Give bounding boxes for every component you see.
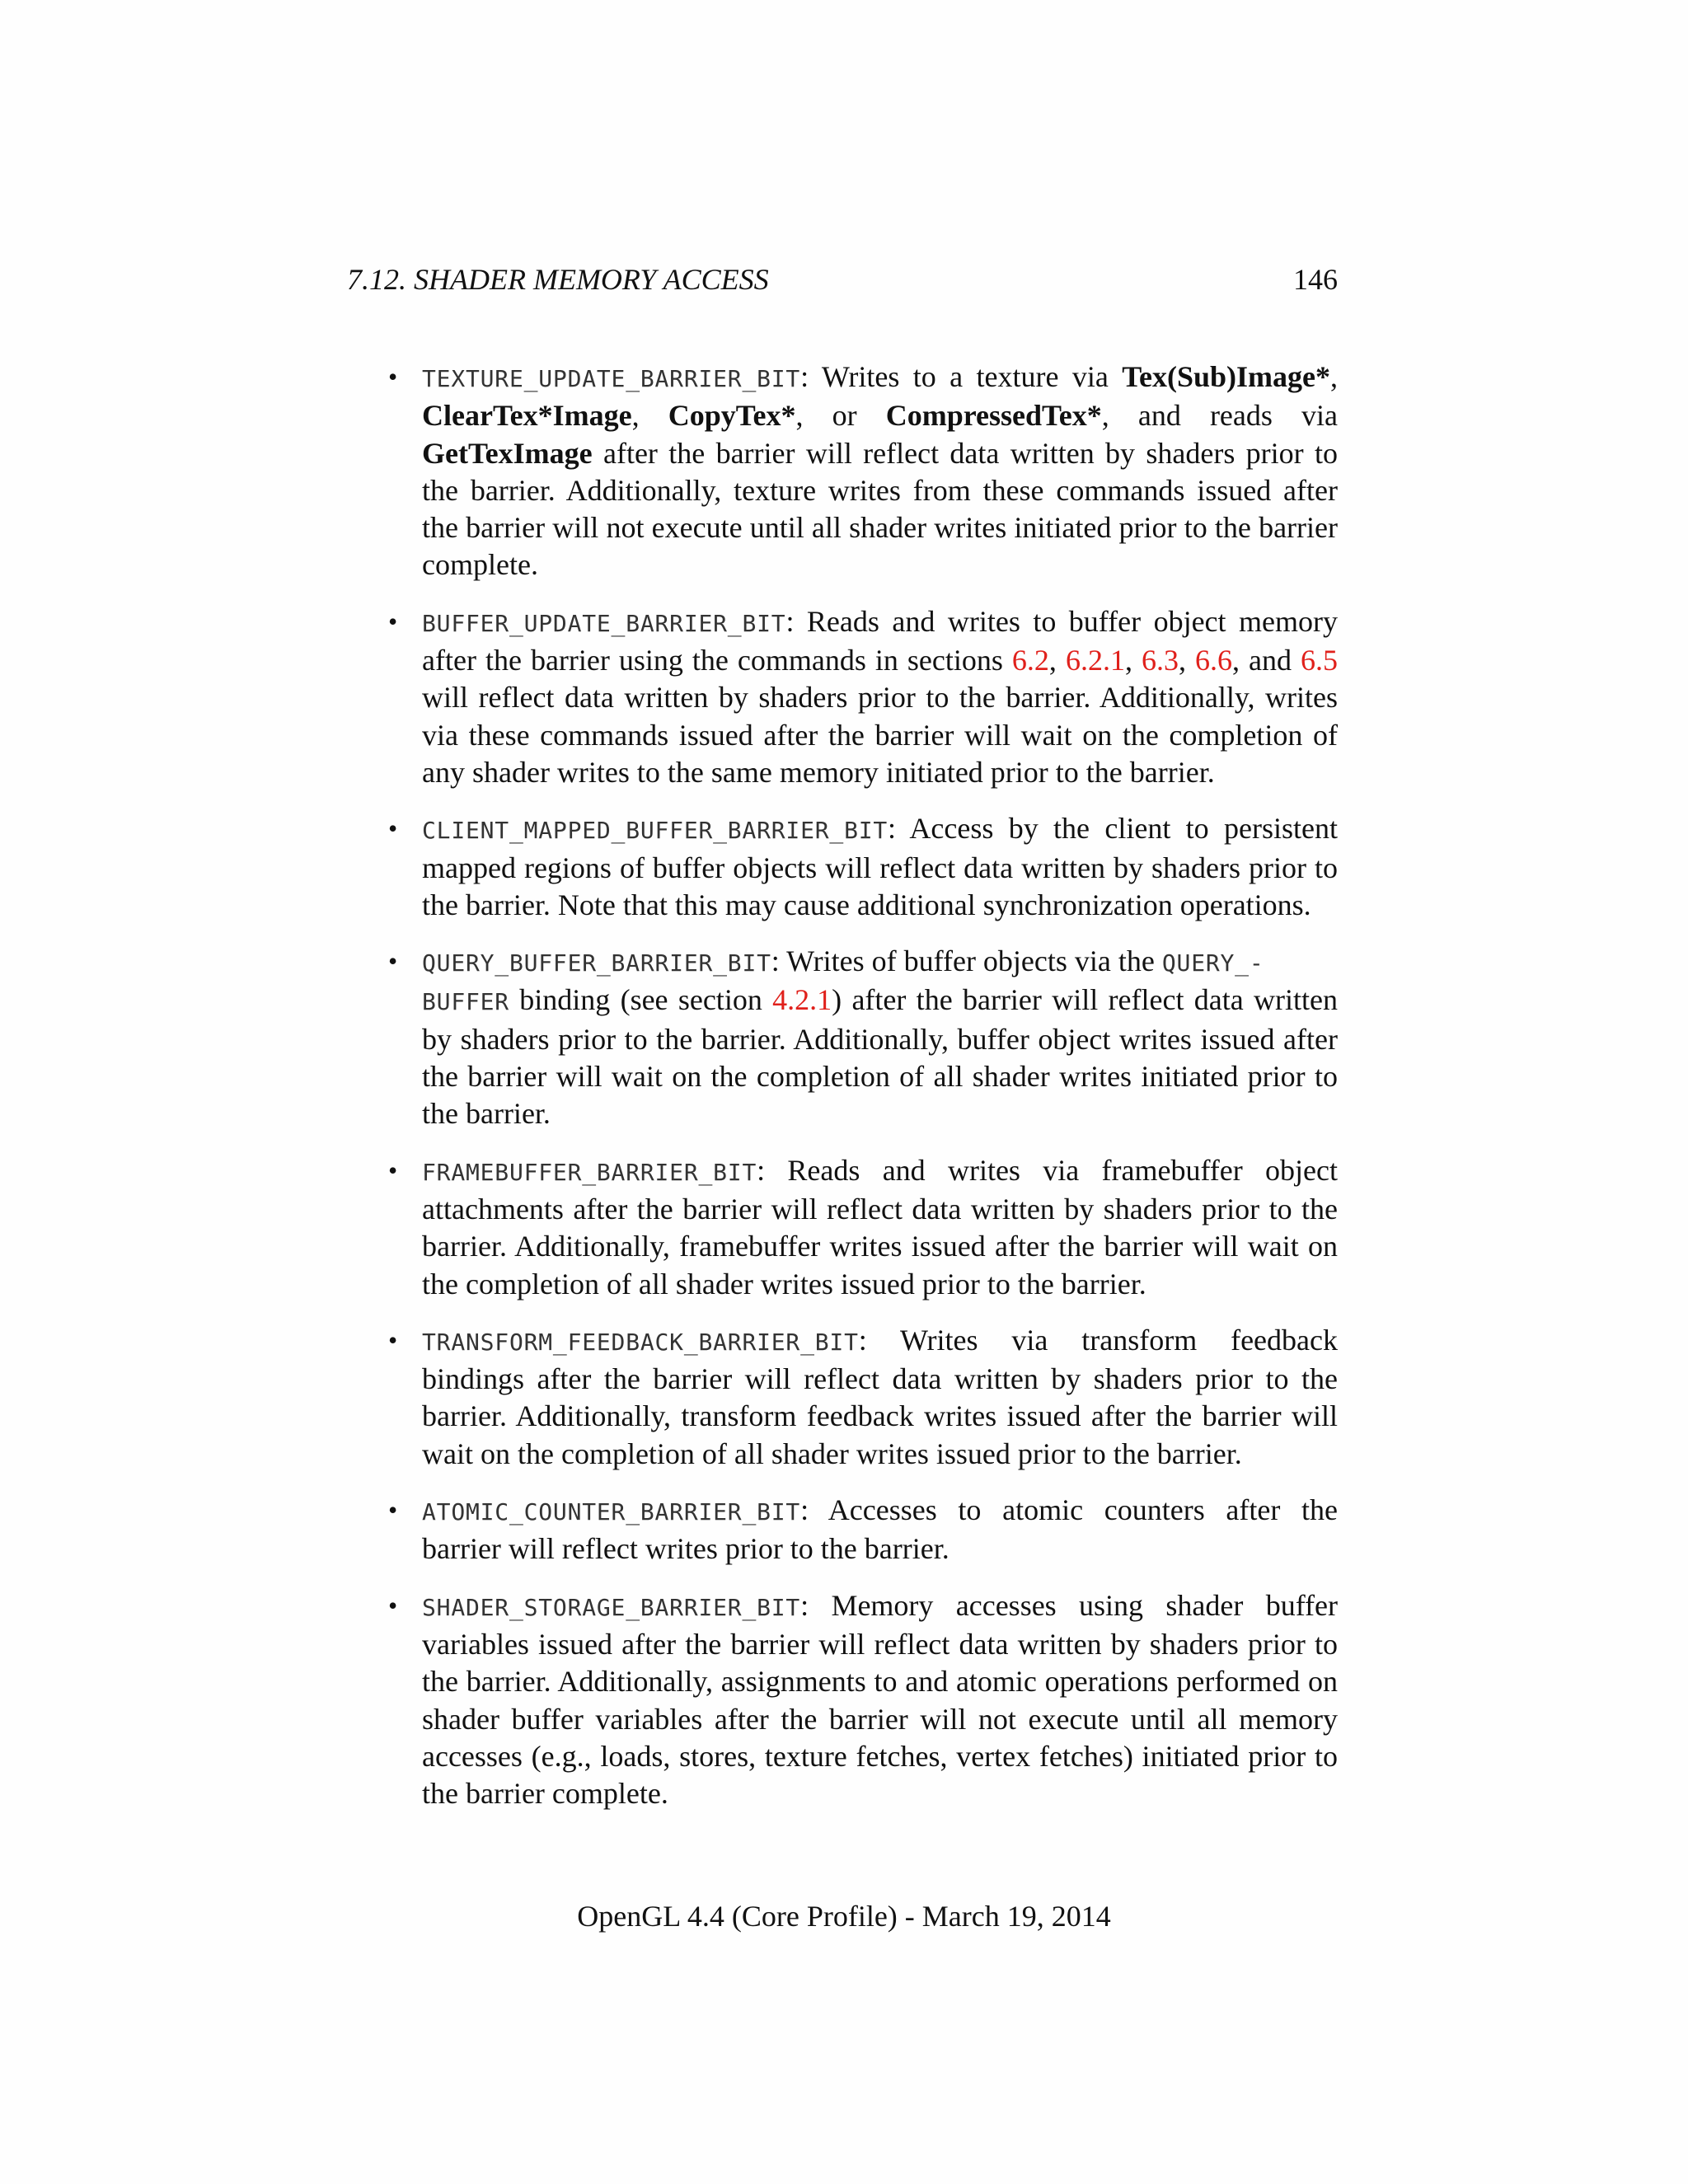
list-item-framebuffer [388, 1152, 1338, 1303]
item-text: , [631, 399, 668, 433]
page-footer: OpenGL 4.4 (Core Profile) - March 19, 2014 [577, 1900, 1111, 1933]
list-item-transform-feedback [388, 1322, 1338, 1473]
list-item-texture-update [388, 359, 1338, 584]
list-item-client-mapped-buffer [388, 810, 1338, 924]
constant-name: TRANSFORM_FEEDBACK_BARRIER_BIT [422, 1328, 859, 1356]
item-text: will reflect data written by shaders prior to the barrier. Additionally, writes via these commands issued after the barrier will wait on the completion of any shader writes to the same memory initiated prior to the barrier. [422, 681, 1338, 789]
item-text: : Writes to a texture via [800, 360, 1123, 393]
item-text: : Reads and writes to buffer object memory after the barrier using the commands in sections [422, 604, 1338, 677]
item-text: binding (see section [509, 983, 773, 1017]
section-link-6-2[interactable]: 6.2 [1011, 644, 1049, 677]
command-name: Tex(Sub)Image* [1122, 360, 1330, 393]
constant-name: BUFFER [422, 988, 509, 1016]
item-text: , or [795, 399, 886, 433]
constant-name: QUERY_- [1161, 949, 1264, 977]
bullet: • [388, 1155, 398, 1185]
section-link-6-6[interactable]: 6.6 [1195, 644, 1233, 677]
constant-name: FRAMEBUFFER_BARRIER_BIT [422, 1158, 757, 1186]
constant-name: CLIENT_MAPPED_BUFFER_BARRIER_BIT [422, 817, 889, 845]
constant-name: QUERY_BUFFER_BARRIER_BIT [422, 949, 771, 977]
item-text: : Memory accesses using shader buffer variables issued after the barrier will reflect data written by shaders prior to the barrier. Additionally, assignments to and atomic operations performed on shader buffer variables after the barrier will not execute until all memory accesses (e.g., loads, stores, texture fetches, vertex fetches) initiated prior to the barrier complete. [422, 1588, 1338, 1811]
item-text: : Writes via transform feedback bindings after the barrier will reflect data written by shaders prior to the barrier. Additionally, transform feedback writes issued after the barrier will wait on the completion of all shader writes issued prior to the barrier. [422, 1323, 1338, 1470]
list-item-shader-storage [388, 1587, 1338, 1813]
command-name: ClearTex*Image [422, 399, 632, 433]
page-number: 146 [1293, 263, 1338, 296]
bullet: • [388, 946, 398, 977]
constant-name: SHADER_STORAGE_BARRIER_BIT [422, 1593, 801, 1621]
bullet: • [388, 1324, 398, 1355]
item-text: : Accesses to atomic counters after the barrier will reflect writes prior to the barrier. [422, 1493, 1338, 1566]
command-name: GetTexImage [422, 436, 593, 470]
command-name: CopyTex* [668, 399, 796, 433]
bullet: • [388, 1495, 398, 1526]
command-name: CompressedTex* [885, 399, 1102, 433]
barrier-bit-list [388, 359, 1338, 1812]
bullet: • [388, 362, 398, 391]
item-text: , [1330, 360, 1338, 393]
item-text: : Writes of buffer objects via the [771, 944, 1162, 978]
item-text: : Access by the client to persistent mapped regions of buffer objects will reflect data written by shaders prior to the barrier. Note that this may cause additional synchronization operations. [422, 812, 1338, 921]
item-text: , [1124, 644, 1142, 677]
item-text: , [1048, 644, 1066, 677]
bullet: • [388, 606, 398, 636]
section-link-6-5[interactable]: 6.5 [1301, 644, 1339, 677]
constant-name: BUFFER_UPDATE_BARRIER_BIT [422, 609, 786, 637]
item-text: , and reads via [1101, 399, 1338, 433]
constant-name: TEXTURE_UPDATE_BARRIER_BIT [422, 365, 801, 392]
item-text: , and [1232, 644, 1301, 677]
bullet: • [388, 1590, 398, 1620]
item-text: , [1178, 644, 1196, 677]
bullet: • [388, 813, 398, 844]
body-text [388, 359, 1338, 1831]
item-text: : Reads and writes via framebuffer object attachments after the barrier will reflect data written by shaders prior to the barrier. Additionally, framebuffer writes issued after the barrier will wait on the completion of all shader writes issued prior to the barrier. [422, 1153, 1338, 1301]
section-link-6-2-1[interactable]: 6.2.1 [1065, 644, 1125, 677]
list-item-atomic-counter [388, 1492, 1338, 1568]
section-title: 7.12. SHADER MEMORY ACCESS [347, 263, 769, 296]
item-text: ) after the barrier will reflect data written by shaders prior to the barrier. Additionally, buffer object writes issued after the barrier will wait on the completion of all shader writes initiated prior to the barrier. [422, 983, 1338, 1131]
section-link-6-3[interactable]: 6.3 [1141, 644, 1179, 677]
list-item-buffer-update [388, 603, 1338, 791]
constant-name: ATOMIC_COUNTER_BARRIER_BIT [422, 1498, 801, 1526]
running-header [347, 257, 1338, 302]
list-item-query-buffer [388, 943, 1338, 1132]
item-text: after the barrier will reflect data written by shaders prior to the barrier. Additionally, texture writes from these commands issued after the barrier will not execute until all shader writes initiated prior to the barrier complete. [422, 436, 1338, 582]
section-link-4-2-1[interactable]: 4.2.1 [772, 983, 832, 1017]
